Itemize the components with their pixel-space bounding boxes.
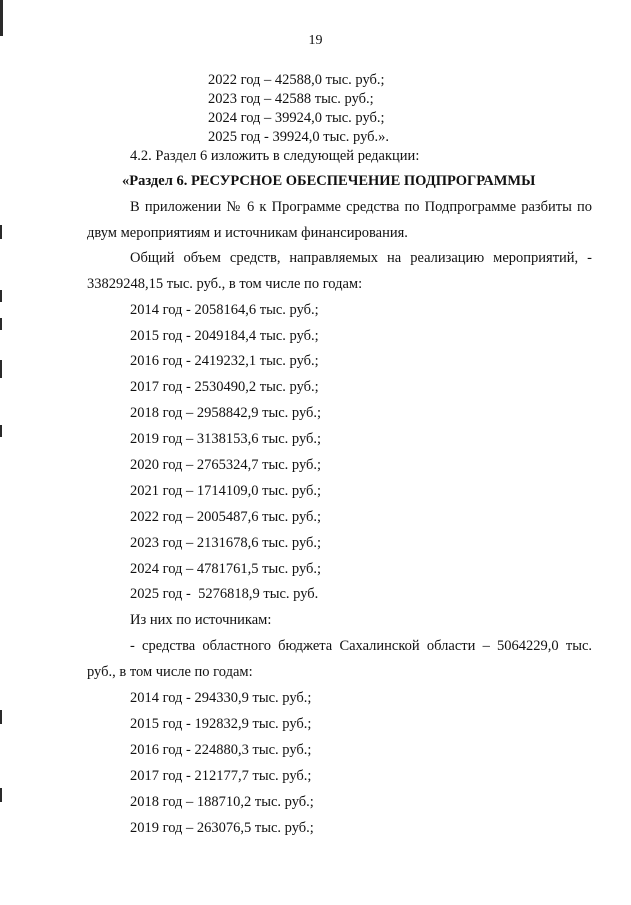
sources-intro: Из них по источникам: bbox=[130, 612, 272, 628]
scan-mark bbox=[0, 425, 2, 437]
carryover-year-line: 2023 год – 42588 тыс. руб.; bbox=[208, 91, 374, 107]
clause-text: 4.2. Раздел 6 изложить в следующей редакции: bbox=[130, 148, 420, 164]
carryover-year-line: 2022 год – 42588,0 тыс. руб.; bbox=[208, 72, 385, 88]
total-year-line: 2025 год - 5276818,9 тыс. руб. bbox=[130, 586, 319, 602]
paragraph-1-line-2: двум мероприятиям и источникам финансирования. bbox=[87, 225, 408, 241]
scan-mark bbox=[0, 225, 2, 239]
total-year-line: 2020 год – 2765324,7 тыс. руб.; bbox=[130, 457, 322, 473]
page-number: 19 bbox=[308, 33, 323, 48]
total-year-line: 2019 год – 3138153,6 тыс. руб.; bbox=[130, 431, 322, 447]
total-year-line: 2018 год – 2958842,9 тыс. руб.; bbox=[130, 405, 322, 421]
total-year-line: 2021 год – 1714109,0 тыс. руб.; bbox=[130, 483, 322, 499]
carryover-year-line: 2024 год – 39924,0 тыс. руб.; bbox=[208, 110, 385, 126]
regional-year-line: 2018 год – 188710,2 тыс. руб.; bbox=[130, 794, 314, 810]
total-year-line: 2023 год – 2131678,6 тыс. руб.; bbox=[130, 535, 322, 551]
total-year-line: 2015 год - 2049184,4 тыс. руб.; bbox=[130, 328, 319, 344]
total-year-line: 2016 год - 2419232,1 тыс. руб.; bbox=[130, 353, 319, 369]
total-year-line: 2022 год – 2005487,6 тыс. руб.; bbox=[130, 509, 322, 525]
section-heading: «Раздел 6. РЕСУРСНОЕ ОБЕСПЕЧЕНИЕ ПОДПРОГРАММЫ bbox=[122, 173, 536, 189]
paragraph-2-line-1: Общий объем средств, направляемых на реализацию мероприятий, - bbox=[130, 250, 592, 266]
total-year-line: 2024 год – 4781761,5 тыс. руб.; bbox=[130, 561, 322, 577]
scan-mark bbox=[0, 290, 2, 302]
carryover-year-line: 2025 год - 39924,0 тыс. руб.». bbox=[208, 129, 390, 145]
scan-mark bbox=[0, 788, 2, 802]
scan-mark bbox=[0, 0, 3, 36]
regional-year-line: 2016 год - 224880,3 тыс. руб.; bbox=[130, 742, 312, 758]
regional-budget-line-1: - средства областного бюджета Сахалинской области – 5064229,0 тыс. bbox=[130, 638, 592, 654]
scan-mark bbox=[0, 710, 2, 724]
regional-year-line: 2019 год – 263076,5 тыс. руб.; bbox=[130, 820, 314, 836]
regional-year-line: 2014 год - 294330,9 тыс. руб.; bbox=[130, 690, 312, 706]
regional-budget-line-2: руб., в том числе по годам: bbox=[87, 664, 253, 680]
paragraph-1-line-1: В приложении № 6 к Программе средства по Подпрограмме разбиты по bbox=[130, 199, 592, 215]
scan-mark bbox=[0, 318, 2, 330]
regional-year-line: 2015 год - 192832,9 тыс. руб.; bbox=[130, 716, 312, 732]
paragraph-2-line-2: 33829248,15 тыс. руб., в том числе по годам: bbox=[87, 276, 363, 292]
total-year-line: 2014 год - 2058164,6 тыс. руб.; bbox=[130, 302, 319, 318]
scan-mark bbox=[0, 360, 2, 378]
regional-year-line: 2017 год - 212177,7 тыс. руб.; bbox=[130, 768, 312, 784]
total-year-line: 2017 год - 2530490,2 тыс. руб.; bbox=[130, 379, 319, 395]
